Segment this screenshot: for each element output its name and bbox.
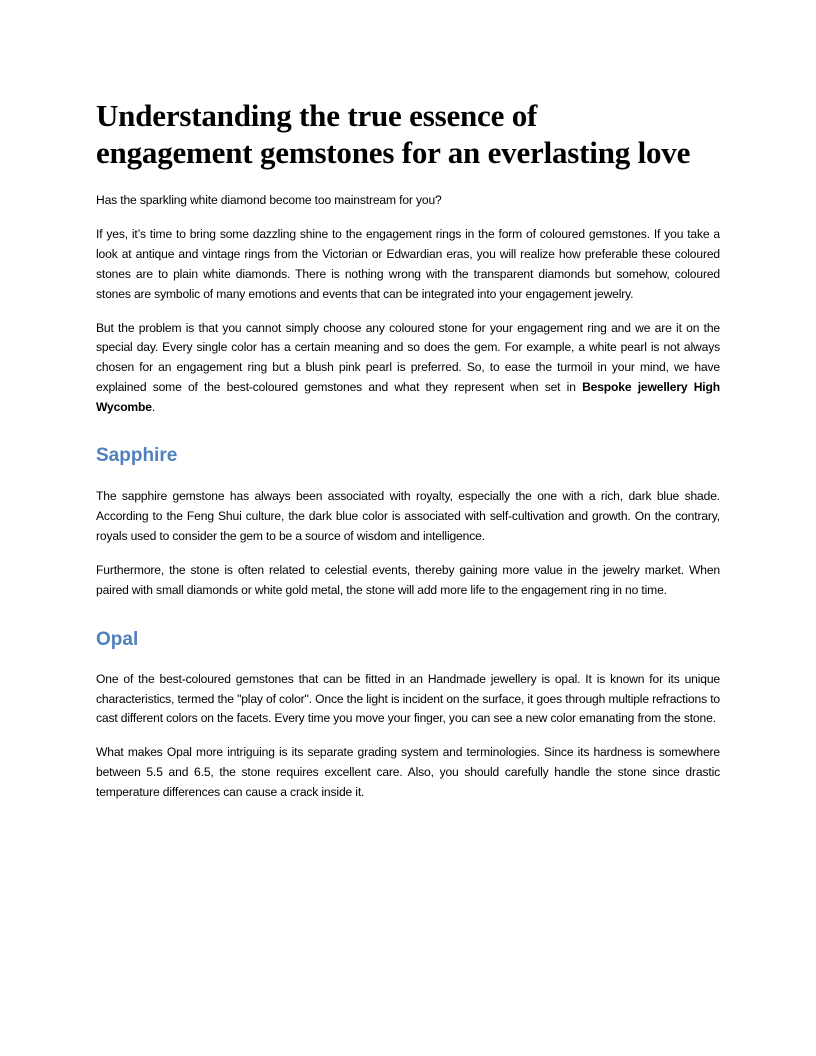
problem-paragraph	[96, 319, 720, 419]
title-line-1: Understanding the true essence of	[96, 98, 538, 133]
bespoke-jewellery-keyword: Bespoke jewellery High Wycombe	[96, 380, 720, 415]
section-heading-sapphire: Sapphire	[96, 445, 178, 467]
title-line-2: engagement gemstones for an everlasting love	[96, 135, 691, 170]
opal-paragraph-2: What makes Opal more intriguing is its separate grading system and terminologies. Since its hardness is somewhere between 5.5 and 6.5, the stone requires excellent care. Also, you should carefully handle the stone since drastic temperature differences can cause a crack inside it.	[96, 745, 720, 800]
opal-paragraph-1: One of the best-coloured gemstones that can be fitted in an Handmade jewellery is opal. It is known for its unique characteristics, termed the "play of color". Once the light is incident on the surface, it goes through multiple refractions to cast different colors on the facets. Every time you move your finger, you can see a new color emanating from the stone.	[96, 671, 720, 726]
sapphire-paragraph-2: Furthermore, the stone is often related to celestial events, thereby gaining more value in the jewelry market. When paired with small diamonds or white gold metal, the stone will add more life to the engagement ring in no time.	[96, 562, 720, 597]
document-title	[96, 97, 720, 171]
intro-paragraph: If yes, it’s time to bring some dazzling shine to the engagement rings in the form of coloured gemstones. If you take a look at antique and vintage rings from the Victorian or Edwardian eras, you will realize how preferable these coloured stones are to plain white diamonds. There is nothing wrong with the transparent diamonds but somehow, coloured stones are symbolic of many emotions and events that can be integrated into your engagement jewelry.	[96, 226, 720, 301]
section-heading-opal: Opal	[96, 628, 139, 650]
intro-question: Has the sparkling white diamond become too mainstream for you?	[96, 193, 442, 207]
problem-paragraph-text: But the problem is that you cannot simply choose any coloured stone for your engagement ring and we are it on the special day. Every single color has a certain meaning and so does the gem. For example, a white pearl is not always chosen for an engagement ring but a blush pink pearl is preferred. So, to ease the turmoil in your mind, we have explained some of the best-coloured gemstones and what they represent when set in	[96, 320, 720, 395]
problem-paragraph-end: .	[151, 400, 156, 415]
sapphire-paragraph-1: The sapphire gemstone has always been associated with royalty, especially the one with a rich, dark blue shade. According to the Feng Shui culture, the dark blue color is associated with self-cultivation and growth. On the contrary, royals used to consider the gem to be a source of wisdom and intelligence.	[96, 489, 720, 543]
document-page	[96, 97, 720, 803]
